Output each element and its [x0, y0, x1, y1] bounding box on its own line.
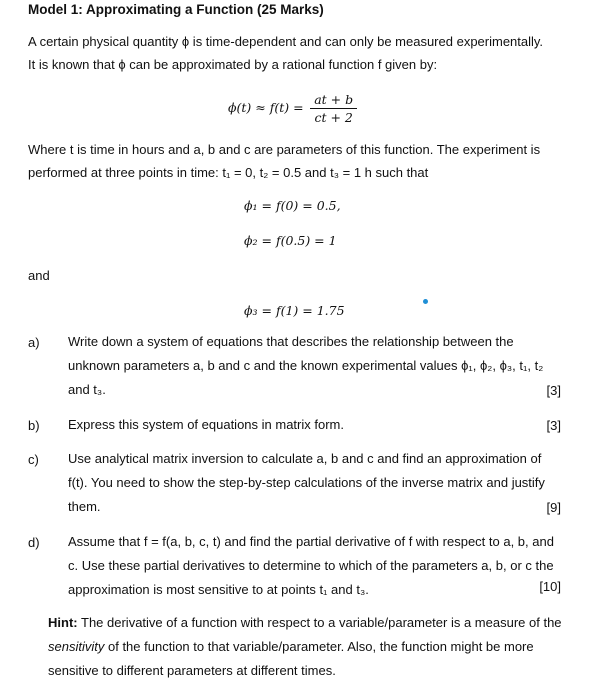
- and-text: and: [28, 268, 50, 283]
- question-b-label: b): [28, 418, 40, 433]
- question-a-marks: [3]: [546, 383, 561, 398]
- question-c-text: Use analytical matrix inversion to calculate a, b and c and find an approximation of f(t). You need to show the step-by-step calculations of the inverse matrix and justify them.: [68, 451, 545, 514]
- hint-text-2: of the function to that variable/parameter. Also, the function might be more sensitive to different parameters at different times.: [48, 639, 534, 678]
- question-b-marks: [3]: [546, 418, 561, 433]
- question-d-text: Assume that f = f(a, b, c, t) and find the partial derivative of f with respect to a, b, and c. Use these partial derivatives to determine to which of the parameters a, b, or c the approximation is most sensitive to at points t₁ and t₃.: [68, 534, 554, 597]
- intro-line-2: It is known that ϕ can be approximated by a rational function f given by:: [28, 57, 438, 72]
- equation-numerator: at + b: [310, 92, 357, 109]
- hint-text-1: The derivative of a function with respect to a variable/parameter is a measure of the: [81, 615, 562, 630]
- condition-phi3: ϕ₃ = f(1) = 1.75: [244, 303, 345, 318]
- question-a-text: Write down a system of equations that describes the relationship between the unknown parameters a, b and c and the known experimental values ϕ₁, ϕ₂, ϕ₃, t₁, t₂ and t₃.: [68, 334, 544, 397]
- intro-line-1: A certain physical quantity ϕ is time-dependent and can only be measured experimentally.: [28, 34, 544, 49]
- where-line-2: performed at three points in time: t₁ = 0, t₂ = 0.5 and t₃ = 1 h such that: [28, 165, 429, 180]
- hint-label: Hint:: [48, 615, 78, 630]
- question-c-label: c): [28, 452, 39, 467]
- where-line-1: Where t is time in hours and a, b and c are parameters of this function. The experiment is: [28, 142, 541, 157]
- question-c-marks: [9]: [546, 500, 561, 515]
- condition-phi1: ϕ₁ = f(0) = 0.5,: [244, 198, 341, 213]
- question-b-text: Express this system of equations in matrix form.: [68, 417, 344, 432]
- equation-fraction: [310, 92, 357, 125]
- page-title: Model 1: Approximating a Function (25 Marks): [28, 2, 324, 17]
- hint-paragraph: [48, 611, 563, 683]
- equation-denominator: ct + 2: [314, 110, 353, 125]
- blue-dot: [423, 299, 428, 304]
- main-equation: [228, 92, 357, 125]
- question-d-marks: [10]: [539, 579, 561, 594]
- question-d-label: d): [28, 535, 40, 550]
- condition-phi2: ϕ₂ = f(0.5) = 1: [244, 233, 337, 248]
- question-a-label: a): [28, 335, 40, 350]
- hint-emphasis: sensitivity: [48, 639, 105, 654]
- equation-lhs: ϕ(t) ≈ f(t) =: [228, 99, 304, 115]
